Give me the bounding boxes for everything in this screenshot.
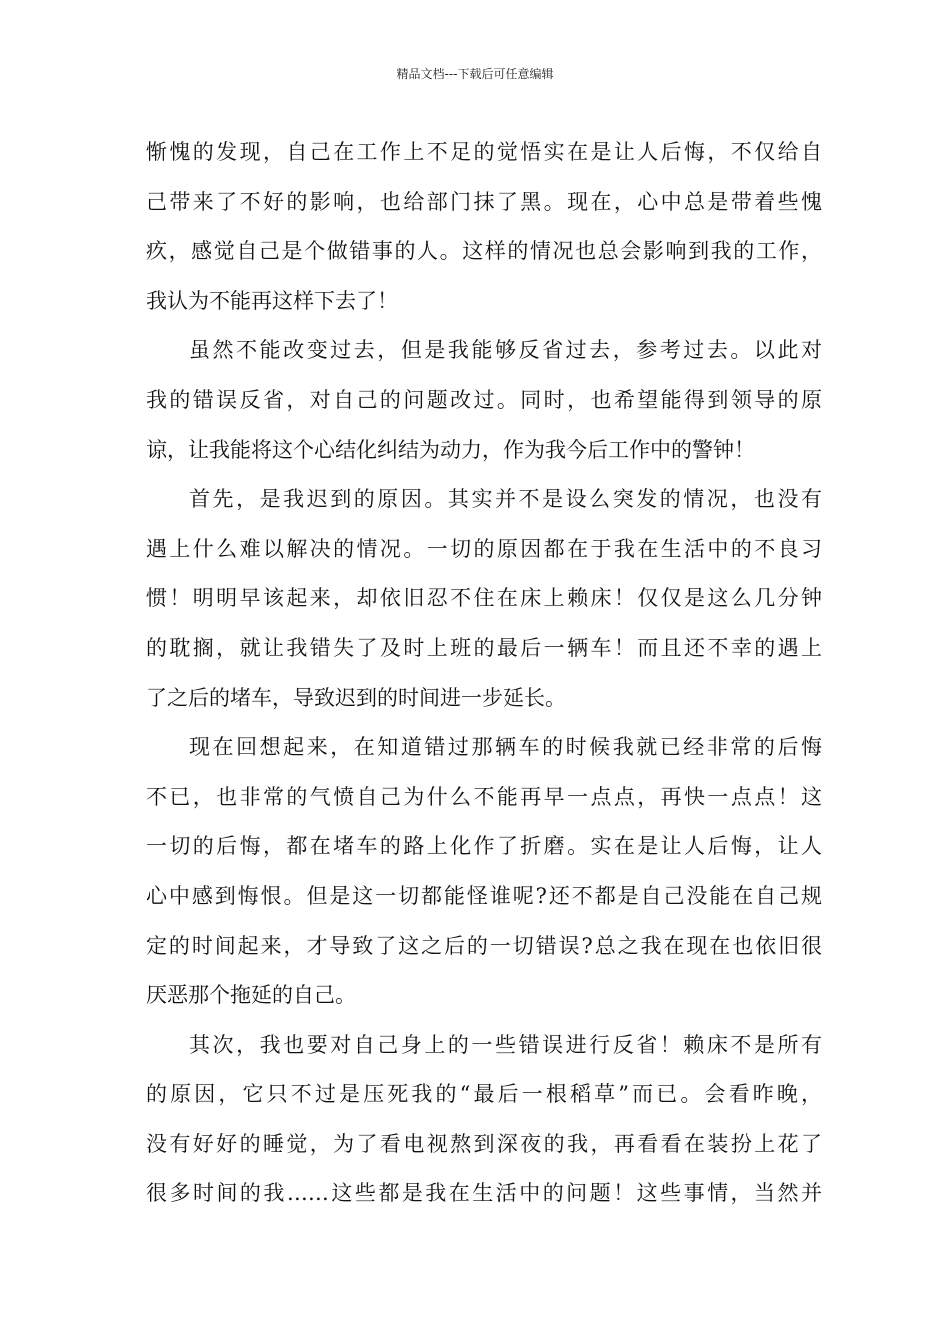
text-line: 定的时间起来，才导致了这之后的一切错误?总之我在现在也依旧很: [146, 933, 822, 958]
text-line: 了之后的堵车，导致迟到的时间进一步延长。: [146, 685, 566, 710]
text-line: 的原因，它只不过是压死我的“最后一根稻草”而已。会看昨晚，: [146, 1082, 822, 1107]
text-line: 不已，也非常的气愤自己为什么不能再早一点点，再快一点点！这: [146, 784, 822, 809]
text-line: 很多时间的我……这些都是我在生活中的问题！这些事情，当然并: [146, 1181, 822, 1206]
text-line: 没有好好的睡觉，为了看电视熬到深夜的我，再看看在装扮上花了: [146, 1131, 822, 1156]
text-line: 首先，是我迟到的原因。其实并不是设么突发的情况，也没有: [189, 487, 822, 512]
text-line: 己带来了不好的影响，也给部门抹了黑。现在，心中总是带着些愧: [146, 189, 822, 214]
text-line: 其次，我也要对自己身上的一些错误进行反省！赖床不是所有: [189, 1032, 822, 1057]
text-line: 惭愧的发现，自己在工作上不足的觉悟实在是让人后悔，不仅给自: [146, 140, 822, 164]
text-line: 厌恶那个拖延的自己。: [146, 983, 356, 1008]
text-line: 我认为不能再这样下去了！: [146, 288, 398, 313]
body-text: [146, 128, 822, 1219]
text-line: 一切的后悔，都在堵车的路上化作了折磨。实在是让人后悔，让人: [146, 834, 822, 859]
text-line: 谅，让我能将这个心结化纠结为动力，作为我今后工作中的警钟！: [146, 437, 755, 462]
text-line: 疚，感觉自己是个做错事的人。这样的情况也总会影响到我的工作，: [146, 239, 822, 264]
text-line: 心中感到悔恨。但是这一切都能怪谁呢?还不都是自己没能在自己规: [146, 883, 822, 908]
text-line: 惯！明明早该起来，却依旧忍不住在床上赖床！仅仅是这么几分钟: [146, 586, 822, 611]
text-line: 现在回想起来，在知道错过那辆车的时候我就已经非常的后悔: [189, 735, 822, 760]
text-line: 的耽搁，就让我错失了及时上班的最后一辆车！而且还不幸的遇上: [146, 635, 822, 660]
text-line: 我的错误反省，对自己的问题改过。同时，也希望能得到领导的原: [146, 387, 822, 412]
text-line: 遇上什么难以解决的情况。一切的原因都在于我在生活中的不良习: [146, 536, 822, 561]
page-header: 精品文档---下载后可任意编辑: [396, 67, 554, 81]
text-line: 虽然不能改变过去，但是我能够反省过去，参考过去。以此对: [189, 338, 822, 363]
